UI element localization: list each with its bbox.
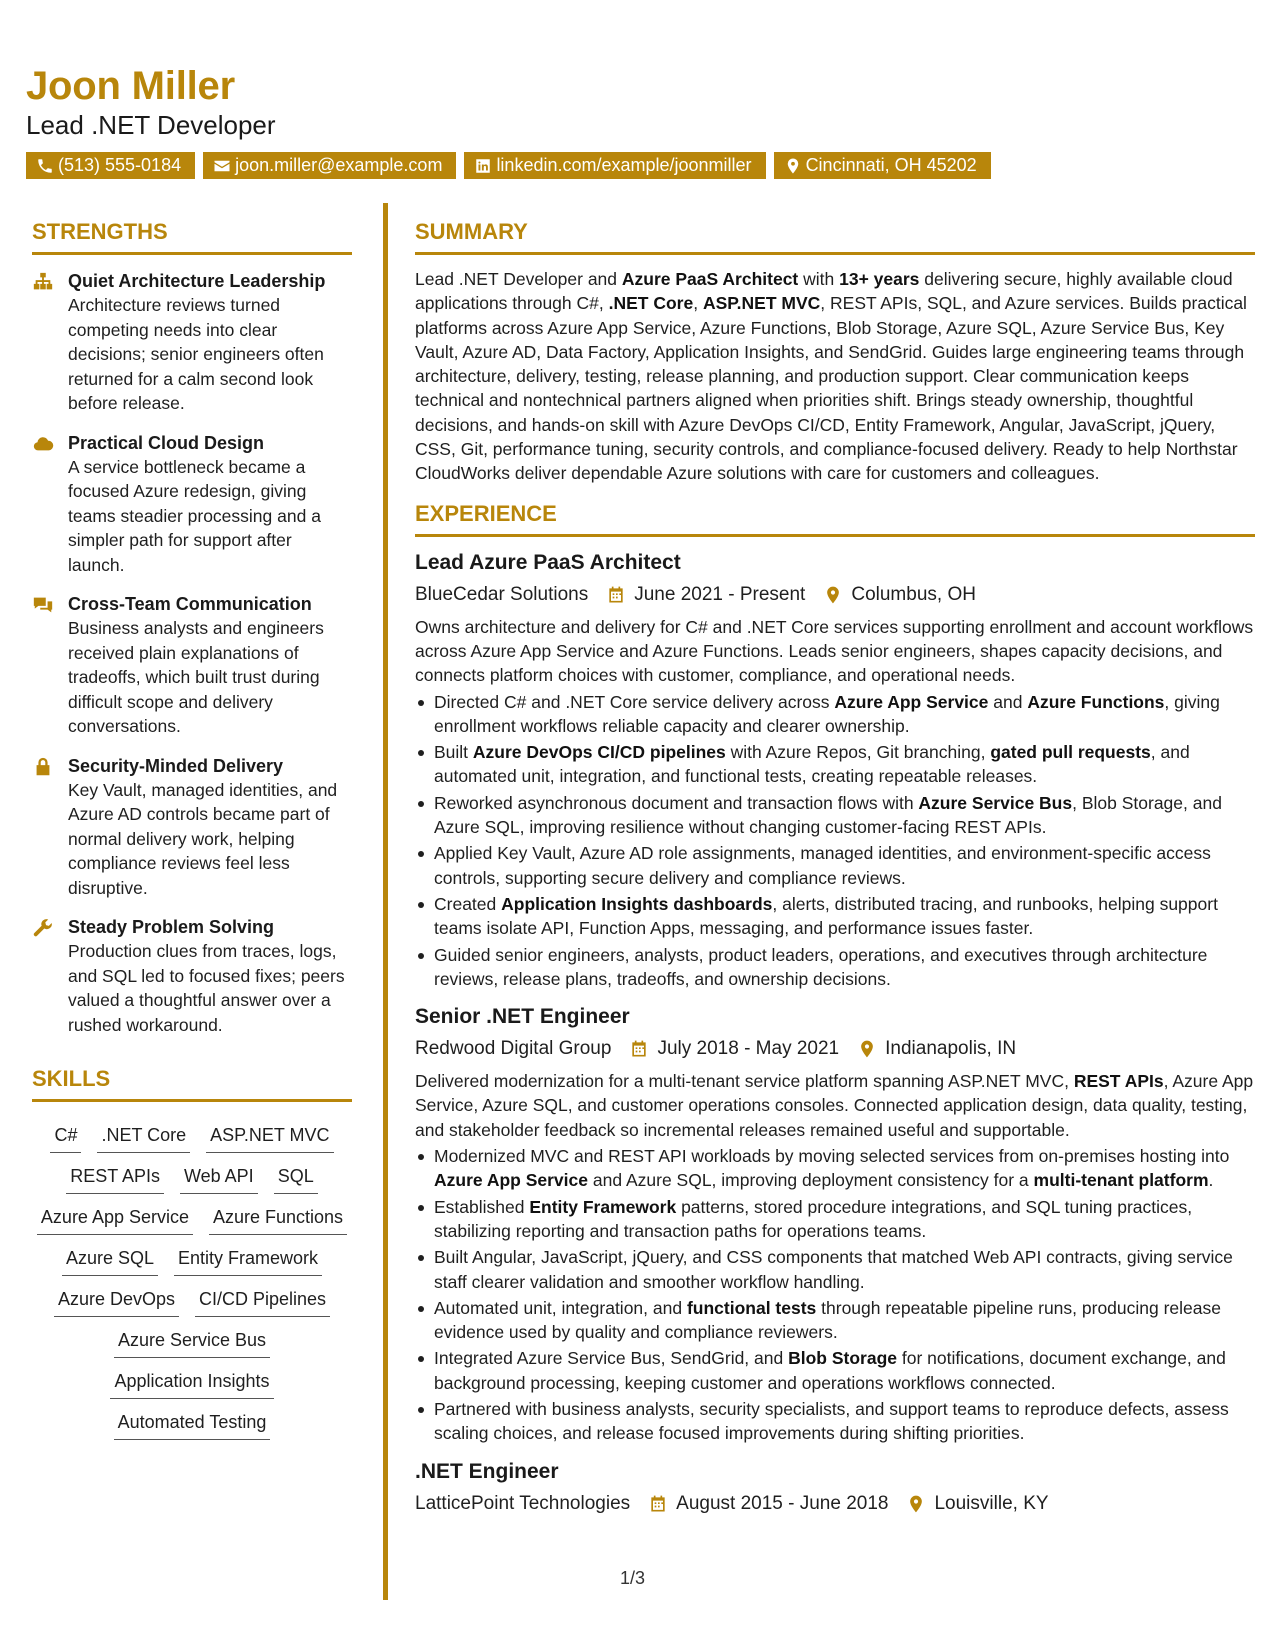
skill-row [114,1327,270,1358]
strength-item [32,592,352,739]
skill-row [110,1368,273,1399]
summary-text: Lead .NET Developer and Azure PaaS Architect with 13+ years delivering secure, highly available cloud applications through C#, .NET Core, ASP.NET MVC, REST APIs, SQL, and Azure services. Builds practical platforms across Azure App Service, Azure Functions, Blob Storage, Azure SQL, Azure Service Bus, Key Vault, Azure AD, Data Factory, Application Insights, and SendGrid. Guides large engineering teams through architecture, delivery, testing, release planning, and production support. Clear communication keeps technical and nontechnical partners aligned when priorities shift. Brings steady ownership, thoughtful decisions, and hands-on skill with Azure DevOps CI/CD, Entity Framework, Angular, JavaScript, jQuery, CSS, Git, performance tuning, security controls, and compliance-focused delivery. Ready to help Northstar CloudWorks deliver dependable Azure solutions with care for customers and colleagues. [415,269,1247,484]
job-bullet: Guided senior engineers, analysts, product leaders, operations, and executives through architecture reviews, release plans, tradeoffs, and ownership decisions. [415,943,1255,992]
job-bullet: Applied Key Vault, Azure AD role assignments, managed identities, and environment-specific access controls, supporting secure delivery and compliance reviews. [415,841,1255,890]
job-description: Delivered modernization for a multi-tenant service platform spanning ASP.NET MVC, REST APIs, Azure App Service, Azure SQL, and customer operations consoles. Connected application design, data quality, testing, and stakeholder feedback so incremental releases remained useful and supportable. [415,1071,1254,1140]
candidate-title: Lead .NET Developer [26,110,276,140]
job-entry [415,1458,1255,1518]
cloud-icon [32,433,54,455]
location-text: Cincinnati, OH 45202 [805,155,977,175]
strength-text: Business analysts and engineers received plain explanations of tradeoffs, which built trust during difficult scope and delivery conversations. [68,618,324,736]
strength-heading: Quiet Architecture Leadership [68,271,326,291]
section-rule [32,252,352,255]
linkedin-icon [474,157,492,175]
job-bullets [415,690,1255,992]
job-entry [415,1003,1255,1445]
skills-heading: SKILLS [32,1066,111,1091]
wrench-icon [32,917,54,939]
skill-row [37,1204,347,1235]
job-bullet: Reworked asynchronous document and transaction flows with Azure Service Bus, Blob Storage, and Azure SQL, improving resilience without changing customer-facing REST APIs. [415,791,1255,840]
job-company: LatticePoint Technologies [415,1492,631,1514]
map-pin-icon [857,1039,877,1059]
section-rule [415,534,1255,537]
skill-tag: .NET Core [97,1122,190,1153]
strength-item [32,754,352,901]
linkedin-text: linkedin.com/example/joonmiller [496,155,752,175]
job-bullet: Modernized MVC and REST API workloads by moving selected services from on-premises hosting into Azure App Service and Azure SQL, improving deployment consistency for a multi-tenant platform. [415,1144,1255,1193]
job-bullet: Created Application Insights dashboards, alerts, distributed tracing, and runbooks, helping support teams isolate API, Function Apps, messaging, and performance issues faster. [415,892,1255,941]
calendar-icon [606,585,626,605]
resume-header [26,62,276,140]
comments-icon [32,594,54,616]
job-location: Indianapolis, IN [885,1038,1017,1060]
jobs-list [415,549,1255,1518]
strength-text: Production clues from traces, logs, and SQL led to focused fixes; peers valued a thoughtful answer over a rushed workaround. [68,941,345,1035]
skill-row [66,1163,317,1194]
skill-row [62,1245,322,1276]
skill-tag: Automated Testing [114,1409,271,1440]
experience-heading: EXPERIENCE [415,500,557,526]
job-meta [415,581,1255,609]
strength-heading: Steady Problem Solving [68,917,275,937]
skills-list [32,1112,352,1440]
job-entry [415,549,1255,991]
job-bullet: Built Angular, JavaScript, jQuery, and CSS components that matched Web API contracts, giving service staff clearer validation and smoother workflow handling. [415,1245,1255,1294]
skill-tag: REST APIs [66,1163,164,1194]
phone-text: (513) 555-0184 [58,155,182,175]
strengths-heading: STRENGTHS [32,219,168,244]
job-dates: June 2021 - Present [634,583,806,605]
job-location: Columbus, OH [851,583,976,605]
strengths-list [32,269,352,1037]
job-bullet: Partnered with business analysts, security specialists, and support teams to reproduce defects, assess scaling choices, and release focused improvements during shifting priorities. [415,1397,1255,1446]
skill-tag: Entity Framework [174,1245,322,1276]
skill-tag: Azure Functions [209,1204,347,1235]
job-dates: July 2018 - May 2021 [657,1038,840,1060]
job-bullet: Established Entity Framework patterns, stored procedure integrations, and SQL tuning practices, stabilizing reporting and transaction paths for operations teams. [415,1195,1255,1244]
map-pin-icon [784,157,802,175]
job-bullet: Built Azure DevOps CI/CD pipelines with Azure Repos, Git branching, gated pull requests, and automated unit, integration, and functional tests, creating repeatable releases. [415,740,1255,789]
strength-text: A service bottleneck became a focused Azure redesign, giving teams steadier processing and a simpler path for support after launch. [68,456,321,575]
strength-heading: Cross-Team Communication [68,594,312,614]
skill-tag: Application Insights [110,1368,273,1399]
job-meta [415,1035,1255,1063]
strength-text: Architecture reviews turned competing needs into clear decisions; senior engineers often returned for a calm second look before release. [68,295,324,413]
strength-item [32,431,352,578]
skill-tag: Azure Service Bus [114,1327,270,1358]
phone-chip[interactable] [26,152,195,179]
right-column [415,218,1255,1518]
skill-tag: SQL [274,1163,318,1194]
envelope-icon [213,157,231,175]
lock-icon [32,756,54,778]
left-column [32,218,352,1440]
skill-tag: Azure DevOps [54,1286,179,1317]
email-text: joon.miller@example.com [235,155,443,175]
skill-tag: Azure App Service [37,1204,193,1235]
skill-row [50,1122,333,1153]
section-rule [32,1099,352,1102]
column-divider [383,203,388,1600]
linkedin-chip[interactable] [464,152,765,179]
skill-row [114,1409,271,1440]
job-description: Owns architecture and delivery for C# and .NET Core services supporting enrollment and account workflows across Azure App Service and Azure Functions. Leads senior engineers, shapes capacity decisions, and connects platform choices with customer, compliance, and operational needs. [415,616,1254,686]
job-bullet: Directed C# and .NET Core service delivery across Azure App Service and Azure Functions, giving enrollment workflows reliable capacity and clearer ownership. [415,690,1255,739]
location-chip [774,152,991,179]
candidate-name: Joon Miller [26,64,235,108]
phone-icon [36,157,54,175]
job-bullet: Automated unit, integration, and functional tests through repeatable pipeline runs, producing release evidence used by quality and compliance reviewers. [415,1296,1255,1345]
job-title: Lead Azure PaaS Architect [415,550,681,574]
strength-heading: Security-Minded Delivery [68,755,284,776]
job-company: BlueCedar Solutions [415,583,589,605]
job-title: Senior .NET Engineer [415,1005,630,1029]
map-pin-icon [823,585,843,605]
skill-tag: Azure SQL [62,1245,158,1276]
calendar-icon [648,1494,668,1514]
job-bullets [415,1144,1255,1446]
job-meta [415,1490,1255,1518]
summary-heading: SUMMARY [415,219,528,244]
job-location: Louisville, KY [934,1492,1049,1514]
email-chip[interactable] [203,152,456,179]
page-number: 1/3 [620,1568,646,1588]
contact-bar [26,152,991,179]
job-company: Redwood Digital Group [415,1038,612,1060]
calendar-icon [629,1039,649,1059]
strength-item [32,915,352,1037]
strength-text: Key Vault, managed identities, and Azure AD controls became part of normal delivery work, helping compliance reviews feel less disruptive. [68,779,338,898]
job-title: .NET Engineer [415,1459,559,1483]
map-pin-icon [906,1494,926,1514]
skill-row [54,1286,330,1317]
strength-heading: Practical Cloud Design [68,432,265,453]
skill-tag: C# [50,1122,81,1153]
strength-item [32,269,352,416]
skill-tag: CI/CD Pipelines [195,1286,330,1317]
skill-tag: Web API [180,1163,258,1194]
section-rule [415,252,1255,255]
job-bullet: Integrated Azure Service Bus, SendGrid, and Blob Storage for notifications, document exchange, and background processing, keeping customer and operations workflows connected. [415,1346,1255,1395]
skill-tag: ASP.NET MVC [206,1122,333,1153]
sitemap-icon [32,271,54,293]
job-dates: August 2015 - June 2018 [676,1492,889,1514]
